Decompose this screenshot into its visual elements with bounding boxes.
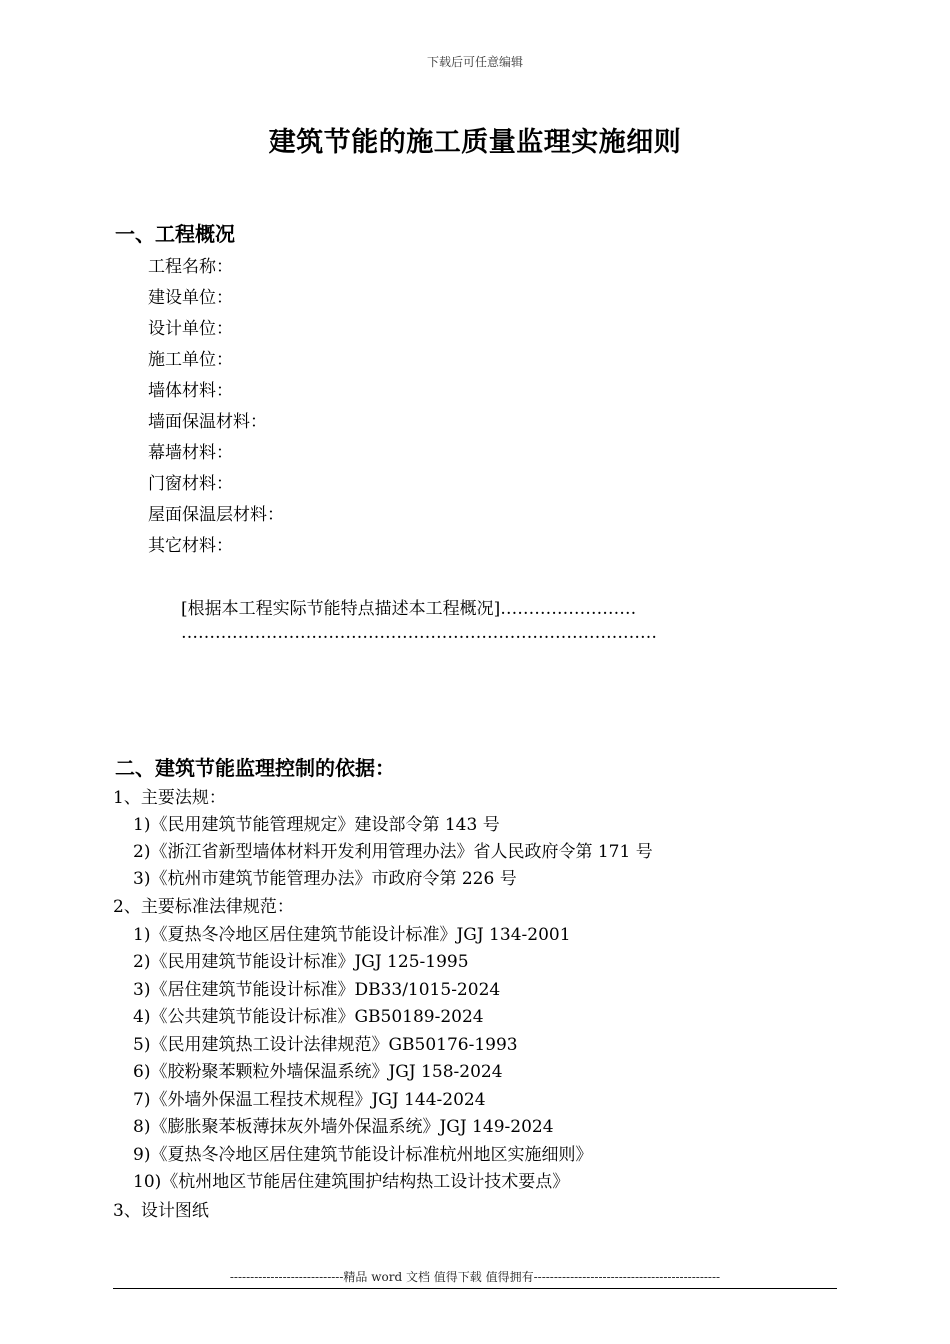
field-contractor: 施工单位： <box>148 350 233 370</box>
field-designer: 设计单位： <box>148 319 233 339</box>
list-item: 7)《外墙外保温工程技术规程》JGJ 144-2024 <box>133 1090 486 1110</box>
document-title: 建筑节能的施工质量监理实施细则 <box>268 127 682 158</box>
footer-divider <box>113 1288 837 1289</box>
field-owner: 建设单位： <box>148 288 233 308</box>
list-item: 10)《杭州地区节能居住建筑围护结构热工设计技术要点》 <box>133 1172 570 1192</box>
list-item: 8)《膨胀聚苯板薄抹灰外墙外保温系统》JGJ 149-2024 <box>133 1117 554 1137</box>
field-wall-insulation: 墙面保温材料： <box>148 412 267 432</box>
list-item: 5)《民用建筑热工设计法律规范》GB50176-1993 <box>133 1035 518 1055</box>
footer-text: ----------------------------精品 word 文档 值得下载 值得拥有---------------------------------------------- <box>229 1270 721 1284</box>
subsection-regulations: 1、主要法规： <box>113 788 226 808</box>
field-curtain-wall: 幕墙材料： <box>148 443 233 463</box>
section-heading-overview: 一、工程概况 <box>115 222 235 246</box>
header-note: 下载后可任意编辑 <box>426 55 523 69</box>
field-door-window: 门窗材料： <box>148 474 233 494</box>
list-item: 4)《公共建筑节能设计标准》GB50189-2024 <box>133 1007 484 1027</box>
field-other-materials: 其它材料： <box>148 536 233 556</box>
list-item: 3)《居住建筑节能设计标准》DB33/1015-2024 <box>133 980 501 1000</box>
field-roof-insulation: 屋面保温层材料： <box>148 505 284 525</box>
list-item: 2)《浙江省新型墙体材料开发利用管理办法》省人民政府令第 171 号 <box>133 842 653 862</box>
field-wall-material: 墙体材料： <box>148 381 233 401</box>
subsection-standards: 2、主要标准法律规范： <box>113 897 294 917</box>
subsection-drawings: 3、设计图纸 <box>113 1201 209 1221</box>
section-heading-basis: 二、建筑节能监理控制的依据： <box>115 756 395 780</box>
overview-note: [根据本工程实际节能特点描述本工程概况]…………………… <box>181 599 637 619</box>
list-item: 3)《杭州市建筑节能管理办法》市政府令第 226 号 <box>133 869 517 889</box>
list-item: 9)《夏热冬冷地区居住建筑节能设计标准杭州地区实施细则》 <box>133 1145 593 1165</box>
overview-note-dots: ………………………………………………………………………… <box>181 623 657 643</box>
list-item: 2)《民用建筑节能设计标准》JGJ 125-1995 <box>133 952 469 972</box>
list-item: 1)《夏热冬冷地区居住建筑节能设计标准》JGJ 134-2001 <box>133 925 571 945</box>
list-item: 1)《民用建筑节能管理规定》建设部令第 143 号 <box>133 815 500 835</box>
field-project-name: 工程名称： <box>148 257 233 277</box>
list-item: 6)《胶粉聚苯颗粒外墙保温系统》JGJ 158-2024 <box>133 1062 503 1082</box>
